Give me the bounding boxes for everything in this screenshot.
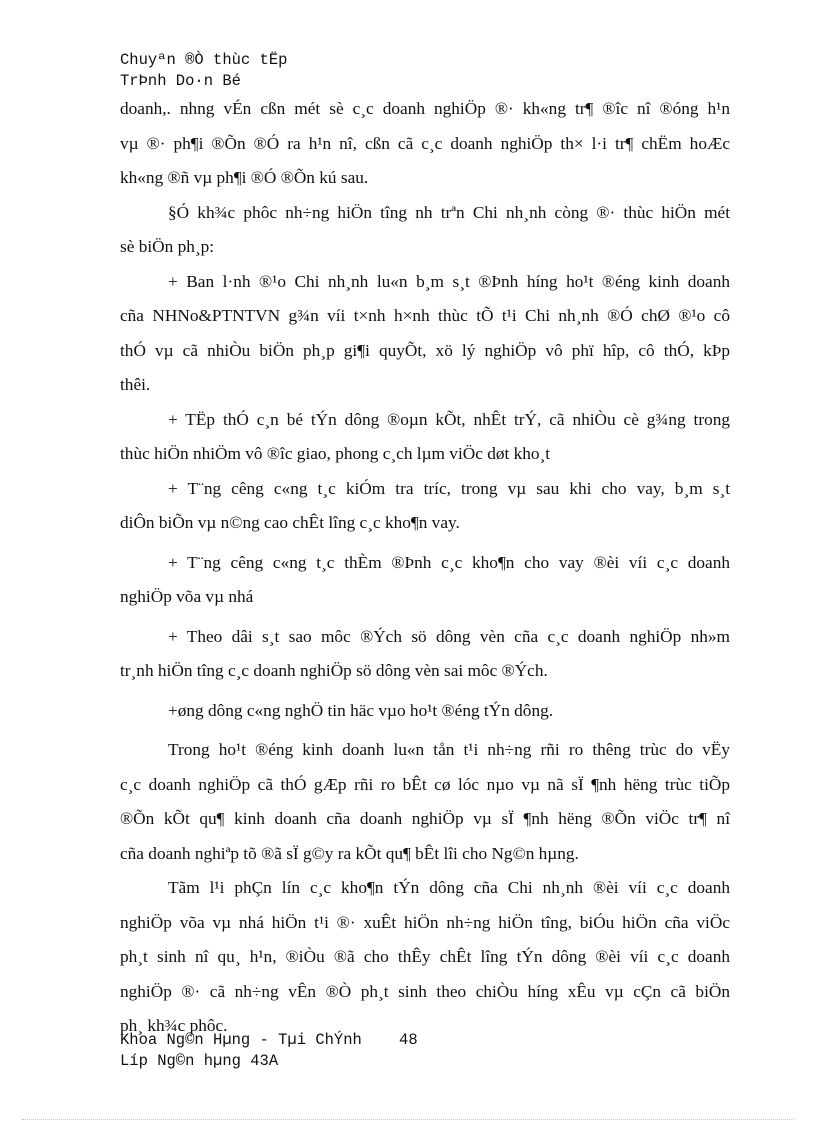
text-line: sè biÖn ph¸p:	[120, 237, 215, 256]
footer-class: Líp Ng©n hµng 43A	[120, 1052, 279, 1070]
text-line: Tãm l¹i phÇn lín c¸c kho¶n tÝn dông cña Chi nh¸nh ®èi víi c¸c doanh	[168, 878, 730, 897]
text-line: + TËp thÓ c¸n bé tÝn dông ®oµn kÕt, nhÊt trÝ, cã nhiÒu cè g¾ng trong	[168, 409, 730, 429]
text-line: + T¨ng cêng c«ng t¸c kiÓm tra tríc, trong vµ sau khi cho vay, b¸m s¸t	[168, 478, 730, 498]
header-author: TrÞnh Do·n Bé	[120, 72, 241, 90]
document-body	[120, 92, 730, 1044]
text-line: nghiÖp võa vµ nhá hiÖn t¹i ®· xuÊt hiÖn nh÷ng hiÖn tîng, biÓu hiÖn cña viÖc	[120, 912, 730, 932]
text-line: ph¸ kh¾c phôc.	[120, 1016, 228, 1035]
text-line: vµ ®· ph¶i ®Õn ®Ó ra h¹n nî, cßn cã c¸c doanh nghiÖp th× l·i tr¶ chËm hoÆc	[120, 133, 730, 153]
text-line: +øng dông c«ng nghÖ tin häc vµo ho¹t ®éng tÝn dông.	[168, 700, 554, 720]
text-line: §Ó kh¾c phôc nh÷ng hiÖn tîng nh trªn Chi nh¸nh còng ®· thùc hiÖn mét	[168, 202, 730, 222]
text-line: kh«ng ®ñ vµ ph¶i ®Ó ®Õn kú sau.	[120, 168, 369, 187]
text-line: nghiÖp võa vµ nhá	[120, 587, 254, 606]
text-line: thÓ vµ cã nhiÒu biÖn ph¸p gi¶i quyÕt, xö lý nghiÖp vô phï hîp, cô thÓ, kÞp	[120, 340, 730, 360]
text-line: Trong ho¹t ®éng kinh doanh lu«n tån t¹i nh÷ng rñi ro thêng trùc do vËy	[168, 740, 730, 759]
text-line: cña NHNo&PTNTVN g¾n víi t×nh h×nh thùc tÕ t¹i Chi nh¸nh ®Ó chØ ®¹o cô	[120, 306, 730, 325]
text-line: + T¨ng cêng c«ng t¸c thÈm ®Þnh c¸c kho¶n cho vay ®èi víi c¸c doanh	[168, 552, 730, 572]
page-bottom-divider	[22, 1119, 794, 1120]
text-line: tr¸nh hiÖn tîng c¸c doanh nghiÖp sö dông vèn sai môc ®Ých.	[120, 661, 548, 680]
text-line: + Ban l·nh ®¹o Chi nh¸nh lu«n b¸m s¸t ®Þnh híng ho¹t ®éng kinh doanh	[168, 271, 730, 291]
text-line: c¸c doanh nghiÖp cã thÓ gÆp rñi ro bÊt cø lóc nµo vµ nã sÏ ¶nh hëng trùc tiÕp	[120, 774, 730, 794]
text-line: thêi.	[120, 375, 151, 394]
page-footer	[120, 1030, 418, 1072]
text-line: thùc hiÖn nhiÖm vô ®îc giao, phong c¸ch lµm viÖc døt kho¸t	[120, 444, 551, 463]
footer-faculty-page: Khoa Ng©n Hµng - Tµi ChÝnh 48	[120, 1031, 418, 1049]
text-line: ®Õn kÕt qu¶ kinh doanh cña doanh nghiÖp vµ sÏ ¶nh hëng ®Õn viÖc tr¶ nî	[120, 809, 730, 828]
header-topic: Chuyªn ®Ò thùc tËp	[120, 51, 288, 69]
text-line: doanh,. nhng vÉn cßn mét sè c¸c doanh nghiÖp ®· kh«ng tr¶ ®îc nî ®óng h¹n	[120, 99, 730, 118]
page-header	[120, 50, 287, 92]
text-line: + Theo dâi s¸t sao môc ®Ých sö dông vèn cña c¸c doanh nghiÖp nh»m	[168, 626, 730, 646]
text-line: ph¸t sinh nî qu¸ h¹n, ®iÒu ®ã cho thÊy chÊt lîng tÝn dông ®èi víi c¸c doanh	[120, 947, 730, 966]
text-line: nghiÖp ®· cã nh÷ng vÊn ®Ò ph¸t sinh theo chiÒu híng xÊu vµ cÇn cã biÖn	[120, 981, 730, 1001]
text-line: diÔn biÕn vµ n©ng cao chÊt lîng c¸c kho¶n vay.	[120, 513, 460, 532]
text-line: cña doanh nghiªp tõ ®ã sÏ g©y ra kÕt qu¶ bÊt lîi cho Ng©n hµng.	[120, 843, 579, 863]
